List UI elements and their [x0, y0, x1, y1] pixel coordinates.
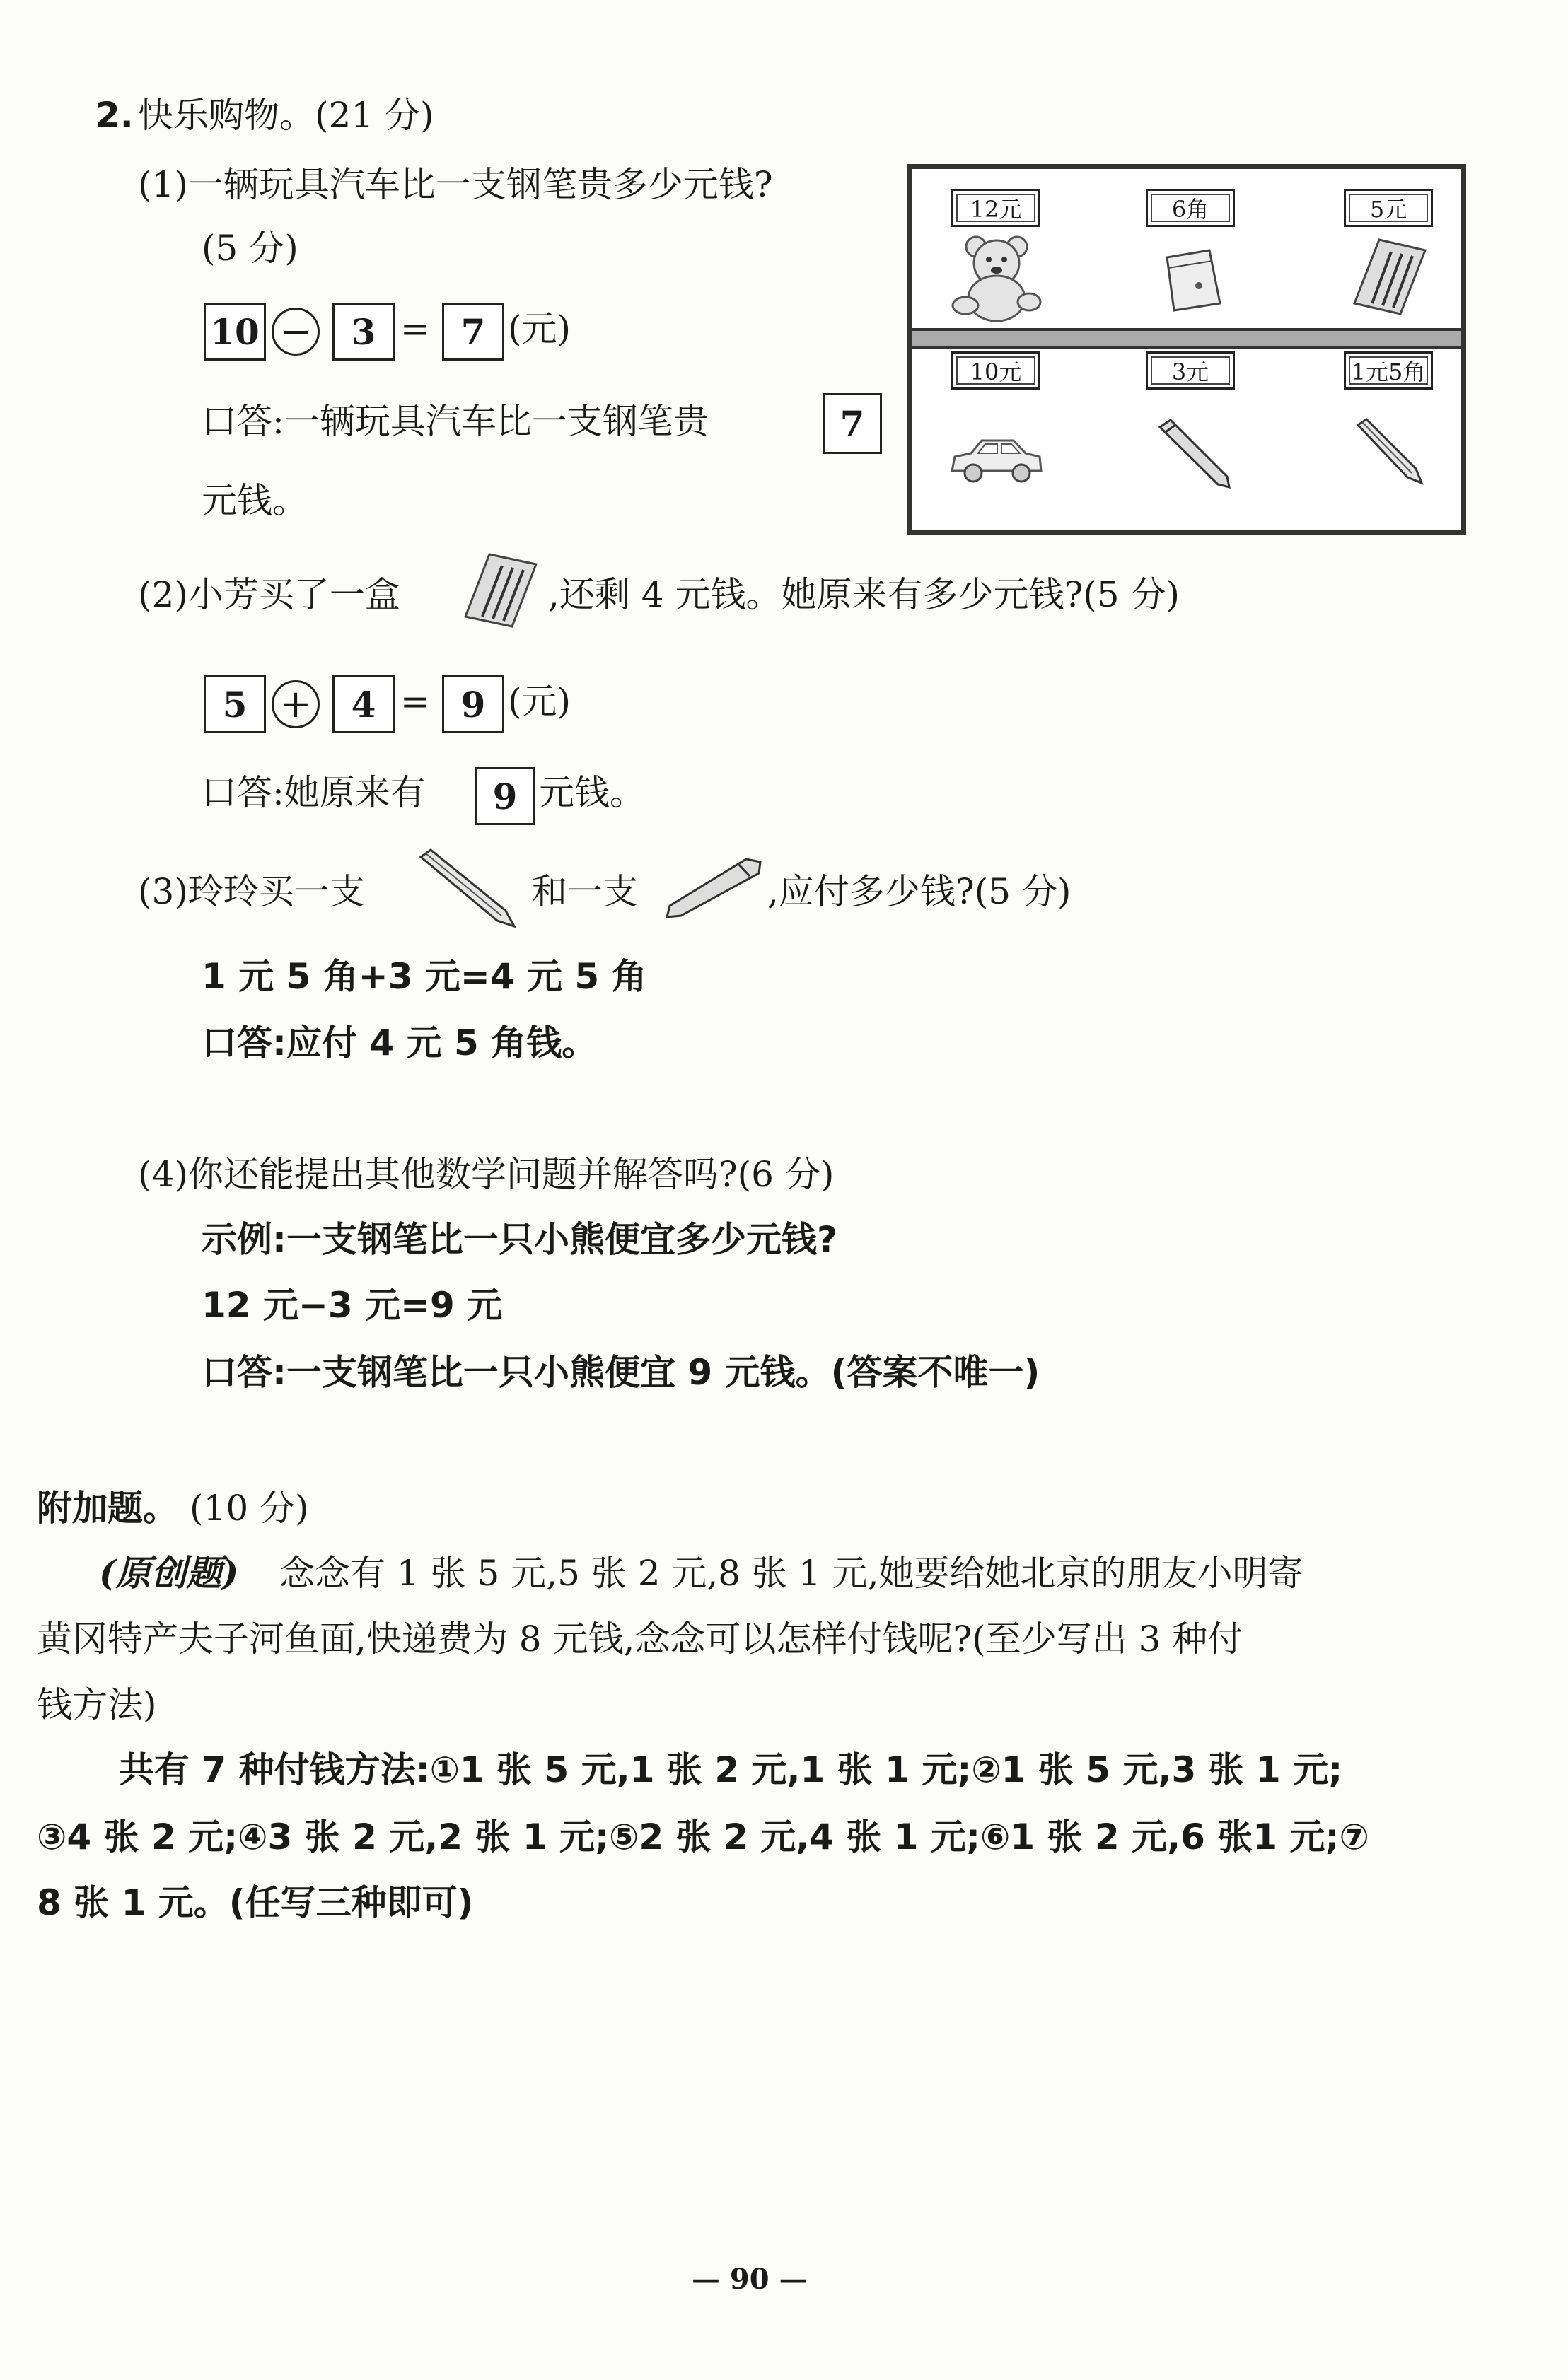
pen-icon	[661, 852, 767, 923]
bonus-tag: (原创题)	[99, 1552, 239, 1594]
q2-eq-unit: (元)	[508, 681, 571, 722]
q1-eq-result: 7	[442, 303, 504, 361]
q3-solution: 1 元 5 角+3 元=4 元 5 角	[202, 956, 647, 997]
q1-answer-suffix: 元钱。	[202, 480, 308, 521]
question-title: 快乐购物。(21 分)	[138, 95, 434, 136]
pencil-box-icon	[1347, 236, 1432, 317]
q3-text-a: (3)玲玲买一支	[138, 871, 365, 912]
bonus-para-3: 钱方法)	[37, 1684, 157, 1725]
pencil-icon	[1351, 418, 1429, 489]
q2-answer-suffix: 元钱。	[539, 772, 645, 813]
q1-eq-operand-a: 10	[204, 303, 266, 361]
q2-eq-operand-b: 4	[332, 675, 395, 733]
q3-text-b: 和一支	[532, 871, 638, 912]
q2-eq-sign: =	[400, 681, 430, 722]
bonus-para-2: 黄冈特产夫子河鱼面,快递费为 8 元钱,念念可以怎样付钱呢?(至少写出 3 种付	[37, 1618, 1243, 1659]
q2-answer-box: 9	[475, 767, 535, 825]
q1-answer-box: 7	[823, 393, 882, 454]
q2-answer-text: 口答:她原来有	[202, 772, 426, 813]
q1-eq-unit: (元)	[508, 308, 571, 349]
price-tag-pencil-box: 5元	[1344, 189, 1433, 227]
bonus-score: (10 分)	[190, 1488, 309, 1529]
q1-score: (5 分)	[202, 228, 298, 269]
q4-calc: 12 元−3 元=9 元	[202, 1285, 503, 1326]
q4-text: (4)你还能提出其他数学问题并解答吗?(6 分)	[138, 1154, 835, 1195]
shelf-divider	[912, 328, 1461, 349]
q4-example: 示例:一支钢笔比一只小熊便宜多少元钱?	[202, 1219, 837, 1260]
bonus-answer-2: ③4 张 2 元;④3 张 2 元,2 张 1 元;⑤2 张 2 元,4 张 1 元;⑥1 张 2 元,6 张1 元;⑦	[37, 1816, 1369, 1857]
price-tag-car: 10元	[951, 351, 1040, 390]
q2-eq-result: 9	[442, 675, 504, 733]
q2-eq-operator: +	[272, 680, 320, 728]
eraser-icon	[1153, 240, 1231, 317]
shop-shelf	[907, 164, 1466, 535]
bonus-answer-1: 共有 7 种付钱方法:①1 张 5 元,1 张 2 元,1 张 1 元;②1 张 5 元,3 张 1 元;	[119, 1749, 1343, 1790]
q2-eq-operand-a: 5	[204, 675, 266, 733]
bonus-title: 附加题。	[37, 1488, 178, 1529]
q4-answer: 口答:一支钢笔比一只小熊便宜 9 元钱。(答案不唯一)	[202, 1352, 1040, 1393]
q1-answer-text: 口答:一辆玩具汽车比一支钢笔贵	[202, 401, 709, 442]
q2-text-b: ,还剩 4 元钱。她原来有多少元钱?(5 分)	[548, 574, 1180, 615]
price-tag-eraser: 6角	[1146, 189, 1235, 227]
q1-eq-operand-b: 3	[332, 303, 395, 361]
price-tag-bear: 12元	[951, 189, 1040, 227]
pen-icon	[1153, 416, 1238, 494]
price-tag-pen: 3元	[1146, 351, 1235, 390]
teddy-bear-icon	[948, 231, 1047, 323]
q2-text-a: (2)小芳买了一盒	[138, 574, 400, 615]
q3-answer: 口答:应付 4 元 5 角钱。	[202, 1022, 598, 1063]
page-number: — 90 —	[692, 2263, 808, 2296]
pencil-icon	[414, 848, 520, 930]
q1-text: (1)一辆玩具汽车比一支钢笔贵多少元钱?	[138, 164, 773, 205]
price-tag-pencil: 1元5角	[1344, 351, 1433, 390]
q1-eq-sign: =	[400, 308, 430, 349]
bonus-para-1: 念念有 1 张 5 元,5 张 2 元,8 张 1 元,她要给她北京的朋友小明寄	[279, 1553, 1303, 1594]
toy-car-icon	[946, 432, 1045, 489]
bonus-answer-3: 8 张 1 元。(任写三种即可)	[37, 1882, 474, 1923]
question-number: 2.	[95, 95, 134, 136]
q3-text-c: ,应付多少钱?(5 分)	[767, 871, 1072, 912]
pencil-box-icon	[460, 552, 541, 629]
q1-eq-operator: −	[272, 308, 320, 356]
